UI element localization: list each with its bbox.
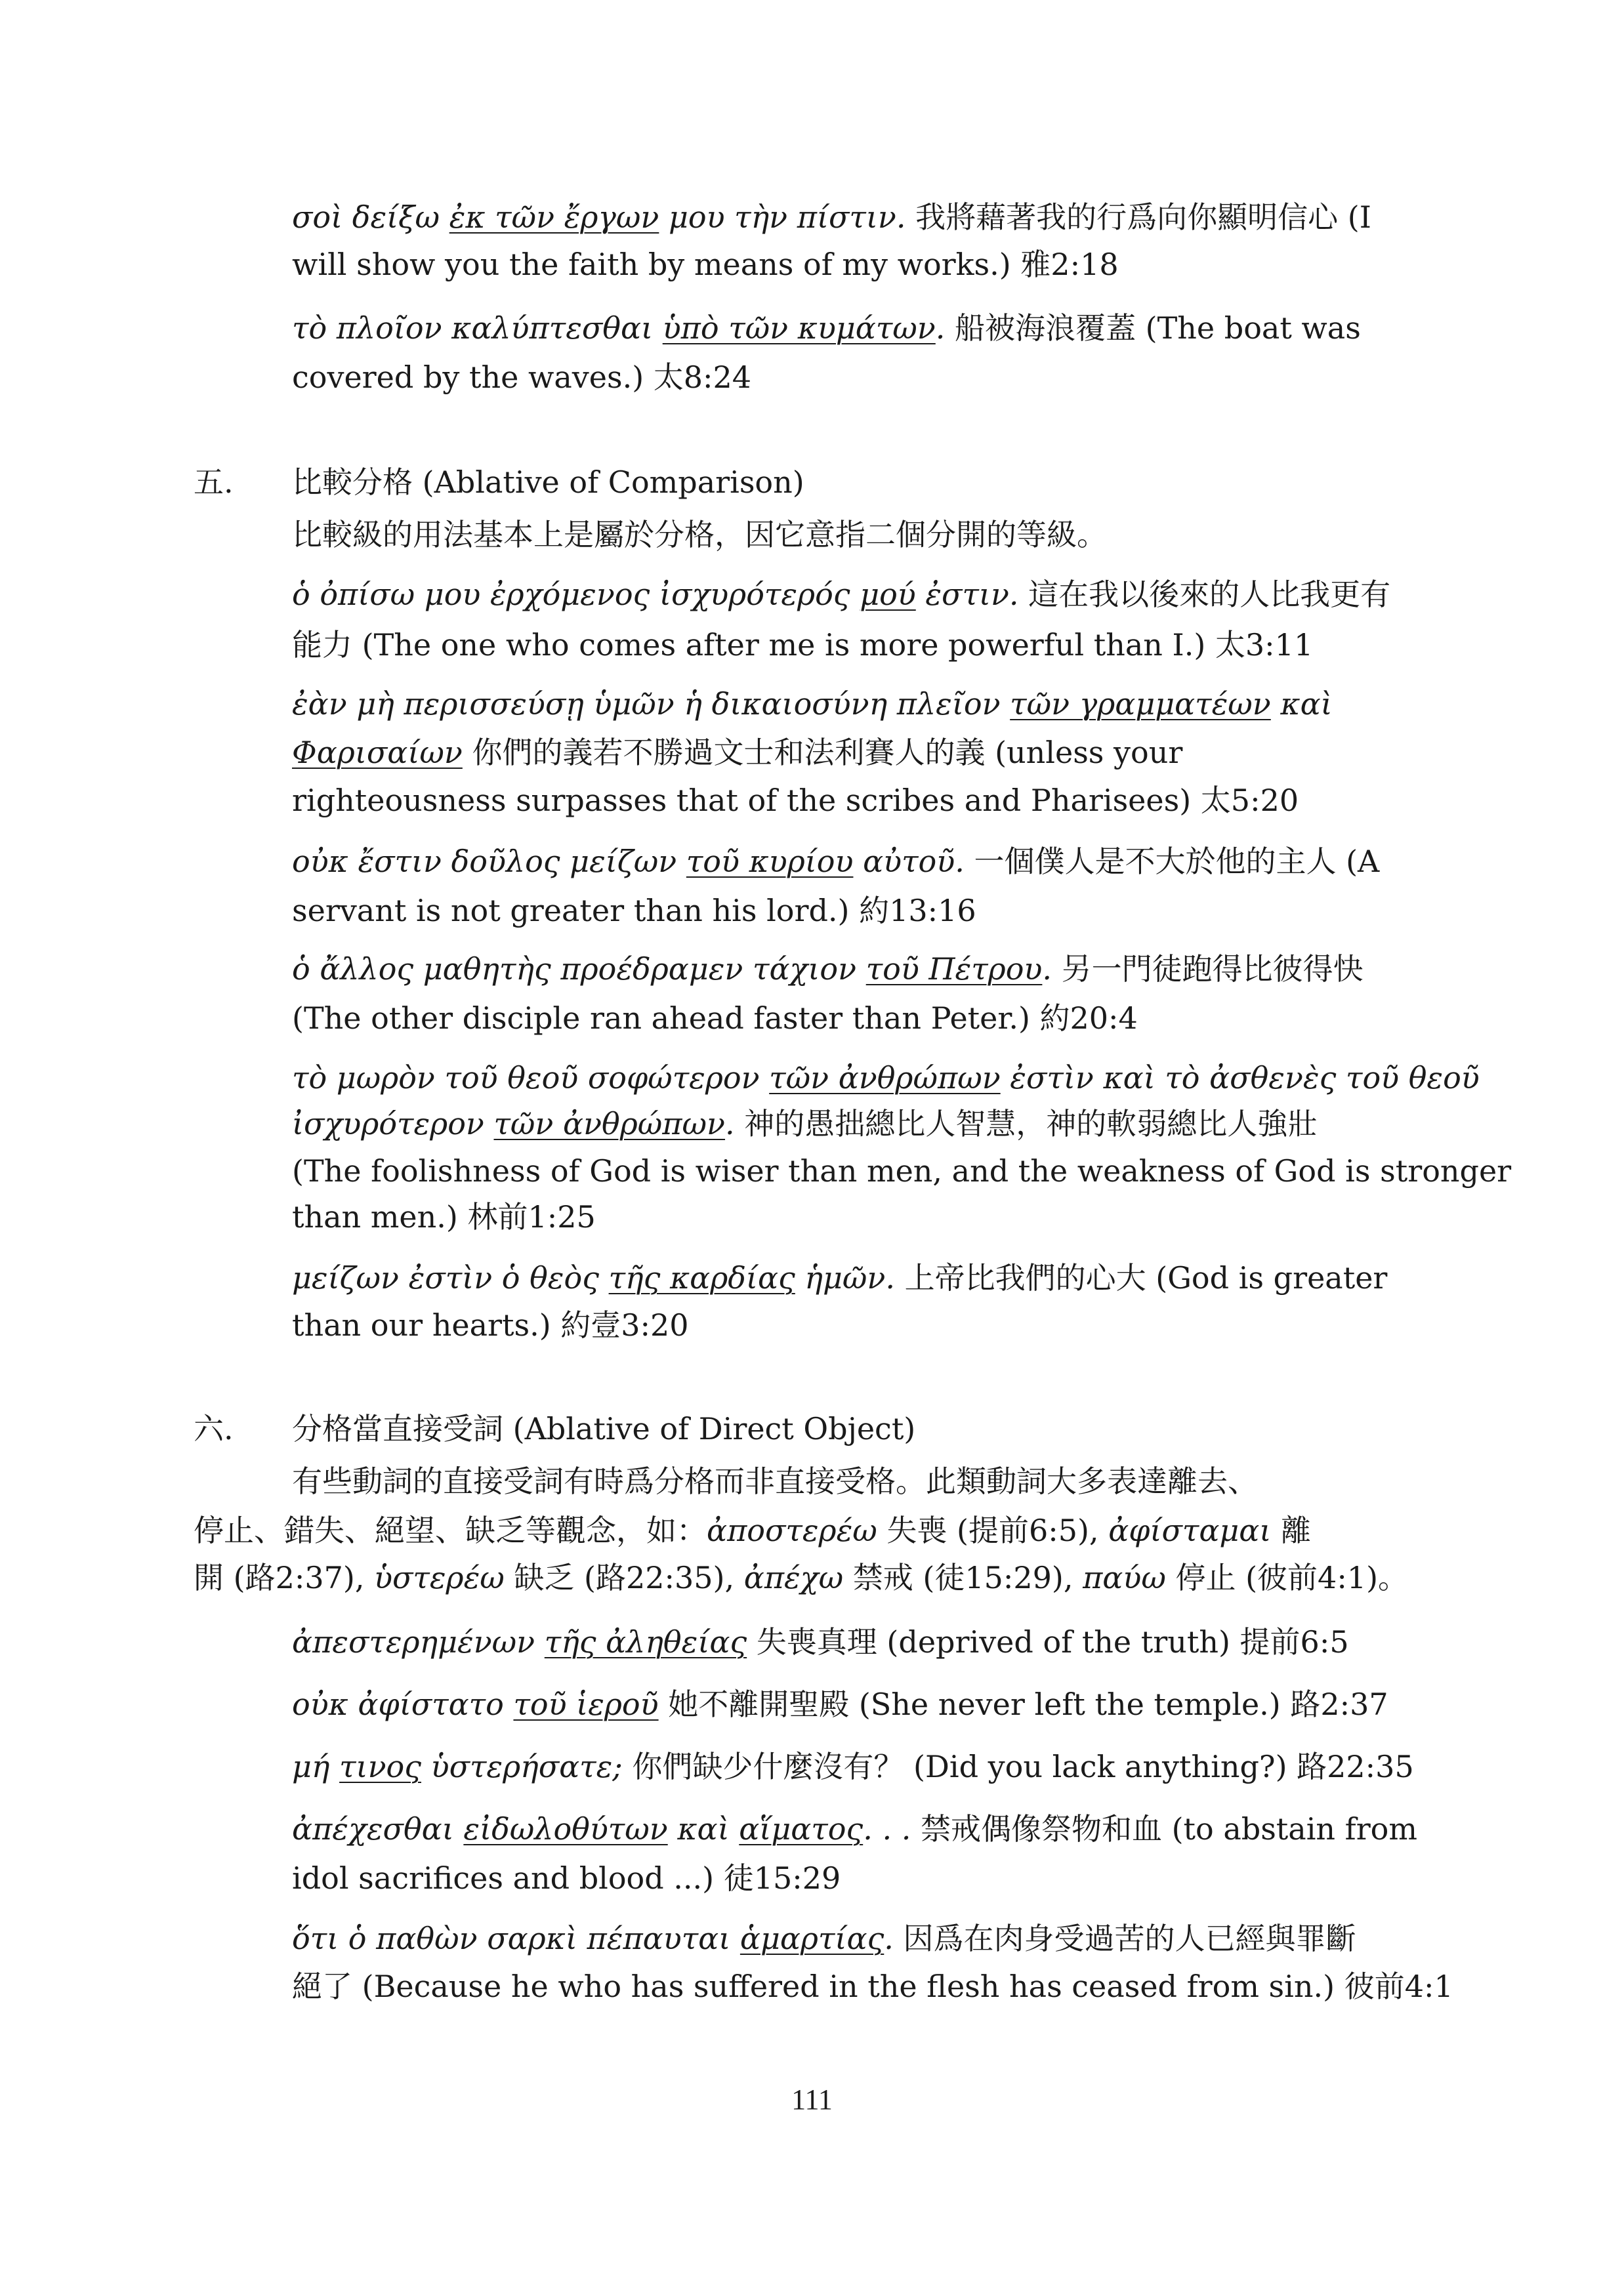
section-5-example-5-line-2: [292, 1104, 1318, 1143]
text-run: 開 (路2:37),: [194, 1560, 375, 1595]
underlined-greek-term: ὑπὸ τῶν κυμάτων: [662, 310, 936, 346]
section-6-title: 分格當直接受詞 (Ablative of Direct Object): [292, 1411, 916, 1446]
greek-text: ὑστερέω: [374, 1560, 505, 1595]
underlined-greek-term: τῆς καρδίας: [608, 1260, 795, 1296]
greek-text: ἐὰν μὴ περισσεύσῃ ὑμῶν ἡ δικαιοσύνη πλεῖον: [292, 686, 1010, 722]
greek-text: μου τὴν πίστιν.: [659, 199, 906, 235]
text-run: 因爲在肉身受過苦的人已經與罪斷: [893, 1921, 1356, 1956]
underlined-greek-term: ἐκ τῶν ἔργων: [449, 199, 659, 235]
underlined-greek-term: τοῦ Πέτρου: [865, 951, 1043, 987]
greek-text: ἀπέχω: [743, 1560, 844, 1595]
text-run: than men.) 林前1:25: [292, 1199, 596, 1235]
section-6-example-1-line-1: [292, 1622, 1349, 1662]
greek-text: ἐστιν.: [915, 577, 1019, 612]
greek-text: παύω: [1083, 1560, 1166, 1595]
section-5-title: 比較分格 (Ablative of Comparison): [292, 464, 804, 500]
text-run: idol sacrifices and blood ...) 徒15:29: [292, 1860, 841, 1896]
section-5-example-2-line-1: [292, 684, 1333, 724]
text-run: 禁戒 (徒15:29),: [843, 1560, 1083, 1595]
text-run: 停止、錯失、絕望、缺乏等觀念，如：: [194, 1513, 707, 1548]
text-run: 禁戒偶像祭物和血 (to abstain from: [911, 1811, 1417, 1847]
page-number: 111: [791, 2083, 833, 2116]
text-run: 船被海浪覆蓋 (The boat was: [945, 310, 1361, 346]
section-6-intro-line-3: [194, 1558, 1408, 1597]
section-5-example-5-line-4: [292, 1197, 596, 1237]
section-5-intro: 比較級的用法基本上是屬於分格，因它意指二個分開的等級。: [292, 517, 1107, 552]
text-run: 我將藉著我的行爲向你顯明信心 (I: [906, 199, 1371, 235]
section-6-example-5-line-1: [292, 1919, 1356, 1958]
text-run: 神的愚拙總比人智慧，神的軟弱總比人強壯: [734, 1106, 1318, 1141]
underlined-greek-term: εἰδωλοθύτων: [463, 1811, 668, 1847]
underlined-greek-term: τοῦ κυρίου: [686, 844, 854, 879]
section-5-example-4-line-2: [292, 998, 1138, 1038]
text-run: will show you the faith by means of my works.) 雅2:18: [292, 247, 1119, 282]
section-6-example-3-line-1: [292, 1747, 1414, 1786]
greek-text: αὐτοῦ.: [853, 844, 965, 879]
greek-text: .: [1042, 951, 1052, 987]
section-6-number: 六.: [194, 1411, 234, 1446]
section-5-example-2-line-2: [292, 733, 1182, 772]
top-example-1-line-2: [292, 245, 1119, 284]
greek-text: .: [935, 310, 946, 346]
section-5-example-1-line-2: [292, 625, 1313, 665]
greek-text: ἀποστερέω: [707, 1513, 877, 1548]
section-5-example-5-line-1: [292, 1058, 1480, 1097]
greek-text: ἡμῶν.: [795, 1260, 895, 1296]
underlined-greek-term: τινος: [339, 1749, 421, 1784]
section-5-example-4-line-1: [292, 949, 1364, 989]
greek-text: καὶ: [1270, 686, 1333, 722]
section-5-example-5-line-3: [292, 1151, 1511, 1191]
section-6-example-2-line-1: [292, 1685, 1388, 1724]
greek-text: .: [725, 1106, 735, 1141]
greek-text: ὁ ἄλλος μαθητὴς προέδραμεν τάχιον: [292, 951, 866, 987]
greek-text: ἰσχυρότερον: [292, 1106, 494, 1141]
greek-text: .: [884, 1921, 894, 1956]
greek-text: σοὶ δείξω: [292, 199, 449, 235]
section-5-example-1-line-1: [292, 575, 1390, 614]
section-5-example-2-line-3: [292, 781, 1299, 820]
section-5-example-6-line-1: [292, 1258, 1387, 1298]
greek-text: καὶ: [667, 1811, 739, 1847]
section-5-example-3-line-2: [292, 891, 976, 930]
underlined-greek-term: Φαρισαίων: [292, 735, 463, 770]
text-run: 你們缺少什麼沒有？ (Did you lack anything?) 路22:35: [622, 1749, 1414, 1784]
section-5-number: 五.: [194, 464, 234, 500]
text-run: (The other disciple ran ahead faster than Peter.) 約20:4: [292, 1000, 1138, 1036]
section-5-example-6-line-2: [292, 1305, 689, 1345]
underlined-greek-term: τῶν ἀνθρώπων: [493, 1106, 725, 1141]
text-run: covered by the waves.) 太8:24: [292, 359, 752, 395]
section-6-example-4-line-1: [292, 1809, 1417, 1849]
text-run: 有些動詞的直接受詞有時爲分格而非直接受格。此類動詞大多表達離去、: [292, 1464, 1258, 1499]
underlined-greek-term: μού: [860, 577, 916, 612]
underlined-greek-term: τῶν γραμματέων: [1010, 686, 1271, 722]
text-run: 離: [1271, 1513, 1312, 1548]
underlined-greek-term: αἵματος: [739, 1811, 864, 1847]
greek-text: ὅτι ὁ παθὼν σαρκὶ πέπαυται: [292, 1921, 740, 1956]
underlined-greek-term: τοῦ ἱεροῦ: [513, 1687, 659, 1722]
text-run: 能力 (The one who comes after me is more powerful than I.) 太3:11: [292, 627, 1314, 663]
greek-text: ὁ ὀπίσω μου ἐρχόμενος ἰσχυρότερός: [292, 577, 860, 612]
top-example-2-line-1: [292, 308, 1361, 348]
section-6-intro-line-1: [292, 1462, 1258, 1501]
underlined-greek-term: τῆς ἀληθείας: [544, 1624, 747, 1660]
text-run: 你們的義若不勝過文士和法利賽人的義 (unless your: [462, 735, 1183, 770]
text-run: 上帝比我們的心大 (God is greater: [895, 1260, 1388, 1296]
greek-text: οὐκ ἔστιν δοῦλος μείζων: [292, 844, 686, 879]
text-run: 失喪 (提前6:5),: [877, 1513, 1109, 1548]
greek-text: ἐστὶν καὶ τὸ ἀσθενὲς τοῦ θεοῦ: [1000, 1060, 1480, 1096]
greek-text: τὸ πλοῖον καλύπτεσθαι: [292, 310, 663, 346]
greek-text: ἀπεστερημένων: [292, 1624, 545, 1660]
text-run: 絕了 (Because he who has suffered in the flesh has ceased from sin.) 彼前4:1: [292, 1969, 1453, 2004]
section-6-example-5-line-2: [292, 1967, 1453, 2006]
greek-text: μείζων ἐστὶν ὁ θεὸς: [292, 1260, 609, 1296]
text-run: (The foolishness of God is wiser than men, and the weakness of God is stronger: [292, 1153, 1512, 1189]
greek-text: ἀφίσταμαι: [1108, 1513, 1272, 1548]
text-run: 停止 (彼前4:1)。: [1165, 1560, 1409, 1595]
text-run: 一個僕人是不大於他的主人 (A: [964, 844, 1380, 879]
underlined-greek-term: ἁμαρτίας: [739, 1921, 885, 1956]
section-5-example-3-line-1: [292, 842, 1379, 881]
text-run: 她不離開聖殿 (She never left the temple.) 路2:37: [658, 1687, 1388, 1722]
section-6-example-4-line-2: [292, 1858, 841, 1898]
greek-text: τὸ μωρὸν τοῦ θεοῦ σοφώτερον: [292, 1060, 770, 1096]
greek-text: . . .: [863, 1811, 911, 1847]
greek-text: οὐκ ἀφίστατο: [292, 1687, 514, 1722]
text-run: 失喪真理 (deprived of the truth) 提前6:5: [747, 1624, 1349, 1660]
greek-text: ὑστερήσατε;: [421, 1749, 623, 1784]
text-run: 缺乏 (路22:35),: [504, 1560, 744, 1595]
top-example-1-line-1: [292, 197, 1371, 237]
greek-text: ἀπέχεσθαι: [292, 1811, 464, 1847]
text-run: than our hearts.) 約壹3:20: [292, 1307, 689, 1343]
underlined-greek-term: τῶν ἀνθρώπων: [769, 1060, 1001, 1096]
text-run: 另一門徒跑得比彼得快: [1052, 951, 1364, 987]
greek-text: μή: [292, 1749, 340, 1784]
top-example-2-line-2: [292, 358, 751, 397]
text-run: 這在我以後來的人比我更有: [1018, 577, 1391, 612]
section-6-intro-line-2: [194, 1511, 1311, 1550]
text-run: righteousness surpasses that of the scribes and Pharisees) 太5:20: [292, 783, 1299, 818]
text-run: servant is not greater than his lord.) 約13:16: [292, 893, 976, 928]
